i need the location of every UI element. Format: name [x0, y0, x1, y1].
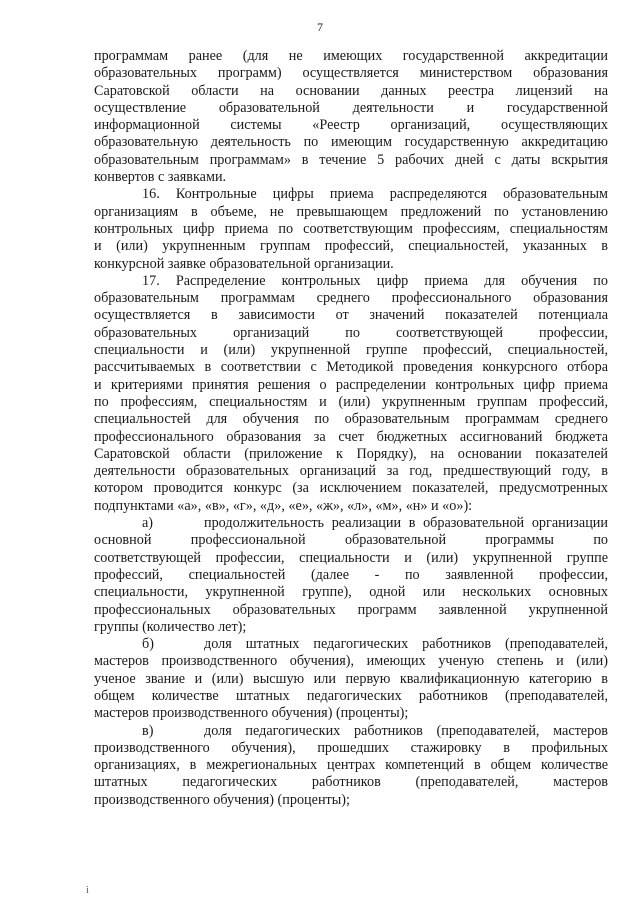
text-line: специальности, укрупненной группе), одной или нескольких основных — [94, 584, 608, 601]
text-line: 17. Распределение контрольных цифр приема для обучения по — [142, 272, 608, 289]
text-line: продолжительность реализации в образовательной организации — [204, 515, 608, 532]
text-line: соответствующей профессии, специальности и (или) укрупненной группе — [94, 549, 608, 566]
text-line: доля педагогических работников (преподавателей, мастеров — [204, 722, 608, 739]
subitem-first-line — [94, 515, 608, 532]
text-line: программам ранее (для не имеющих государственной аккредитации — [94, 48, 608, 64]
text-line: группы (количество лет); — [94, 618, 247, 635]
text-line: Саратовской области (приложение к Порядку), на основании показателей — [94, 445, 608, 462]
subitem-a — [94, 515, 608, 636]
page-number: 7 — [317, 20, 323, 34]
paragraph-17 — [94, 273, 608, 515]
text-line: специальностей для обучения по образовательным программам среднего — [94, 411, 608, 428]
text-line: контрольных цифр приема по соответствующим профессиям, специальностям — [94, 220, 608, 237]
text-line: образовательных организаций по соответствующей профессии, — [94, 324, 608, 341]
text-line: осуществляется в зависимости от значений показателей потенциала — [94, 307, 608, 324]
text-line: организациях, в межрегиональных центрах компетенций в общем количестве — [94, 757, 608, 774]
text-line: и (или) укрупненным группам профессий, специальностей, указанных в — [94, 238, 608, 255]
paragraph-continuation — [94, 48, 608, 186]
text-line: деятельности образовательных организаций за год, предшествующий году, в — [94, 463, 608, 480]
subitem-v — [94, 723, 608, 809]
text-line: штатных педагогических работников (преподавателей, мастеров — [94, 774, 608, 791]
text-line: подпунктами «а», «в», «г», «д», «е», «ж», «л», «м», «н» и «о»): — [94, 497, 473, 514]
document-body — [94, 48, 608, 809]
text-line: рассчитываемых в соответствии с Методикой проведения конкурсного отбора — [94, 359, 608, 376]
text-line: профессий, специальностей (далее - по заявленной профессии, — [94, 566, 608, 583]
text-line: информационной системы «Реестр организаций, осуществляющих — [94, 117, 608, 134]
text-line: специальности и (или) укрупненной группе профессий, специальностей, — [94, 342, 608, 359]
text-line: образовательным программам среднего профессионального образования — [94, 290, 608, 307]
text-line: профессиональных образовательных программ заявленной укрупненной — [94, 601, 608, 618]
text-line: доля штатных педагогических работников (преподавателей, — [204, 636, 608, 653]
subitem-marker: а) — [142, 515, 154, 532]
text-line: образовательную деятельность по имеющим государственную аккредитацию — [94, 134, 608, 151]
text-line: организациям в объеме, не превышающем предложений по установлению — [94, 203, 608, 220]
margin-mark: i — [86, 885, 89, 896]
text-line: котором проводится конкурс (за исключением показателей, предусмотренных — [94, 480, 608, 497]
text-line: образовательных программ) осуществляется министерством образования — [94, 65, 608, 82]
text-line: образовательным программам» в течение 5 рабочих дней с даты вскрытия — [94, 151, 608, 168]
text-line: производственного обучения) (проценты); — [94, 791, 350, 808]
text-line: конвертов с заявками. — [94, 169, 227, 186]
text-line: конкурсной заявке образовательной организации. — [94, 255, 394, 272]
subitem-first-line — [94, 636, 608, 653]
text-line: Саратовской области на основании данных реестра лицензий на — [94, 82, 608, 99]
text-line: ученое звание и (или) высшую или первую квалификационную категорию в — [94, 670, 608, 687]
text-line: основной профессиональной образовательной программы по — [94, 532, 608, 549]
text-line: общем количестве штатных педагогических работников (преподавателей, — [94, 687, 608, 704]
subitem-first-line — [94, 723, 608, 740]
paragraph-16 — [94, 186, 608, 272]
text-line: по профессиям, специальностям и (или) укрупненным группам профессий, — [94, 393, 608, 410]
text-line: профессионального образования за счет бюджетных ассигнований бюджета — [94, 428, 608, 445]
subitem-marker: б) — [142, 636, 154, 653]
text-line: производственного обучения), прошедших стажировку в профильных — [94, 739, 608, 756]
text-line: и критериями принятия решения о распределении контрольных цифр приема — [94, 376, 608, 393]
text-line: осуществление образовательной деятельности и государственной — [94, 99, 608, 116]
text-line: 16. Контрольные цифры приема распределяются образовательным — [142, 186, 608, 203]
text-line: мастеров производственного обучения), имеющих ученую степень и (или) — [94, 653, 608, 670]
text-line: мастеров производственного обучения) (проценты); — [94, 705, 409, 722]
subitem-b — [94, 636, 608, 722]
subitem-marker: в) — [142, 722, 154, 739]
